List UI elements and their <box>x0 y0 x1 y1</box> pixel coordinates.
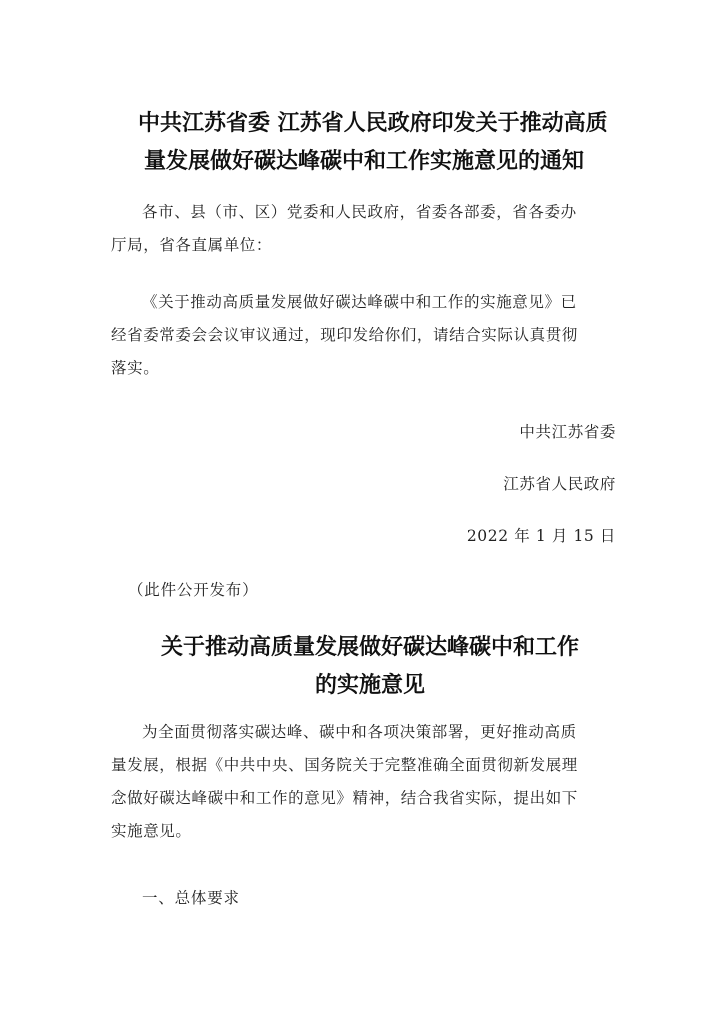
addressee-line-1: 各市、县（市、区）党委和人民政府，省委各部委，省各委办 <box>142 203 577 221</box>
signer-party-committee: 中共江苏省委 <box>519 423 616 441</box>
notice-body-line-3: 落实。 <box>111 359 160 377</box>
opinion-title <box>120 628 620 704</box>
opinion-title-line-1: 关于推动高质量发展做好碳达峰碳中和工作 <box>160 634 579 660</box>
publish-note: （此件公开发布） <box>128 581 259 599</box>
opinion-intro-line-2: 量发展，根据《中共中央、国务院关于完整准确全面贯彻新发展理 <box>111 756 578 774</box>
signer-government: 江苏省人民政府 <box>503 475 616 493</box>
opinion-intro-line-3: 念做好碳达峰碳中和工作的意见》精神，结合我省实际，提出如下 <box>111 789 578 807</box>
issue-date: 2022 年 1 月 15 日 <box>466 527 616 545</box>
notice-body-line-2: 经省委常委会会议审议通过，现印发给你们，请结合实际认真贯彻 <box>111 326 578 344</box>
notice-body-line-1: 《关于推动高质量发展做好碳达峰碳中和工作的实施意见》已 <box>142 293 577 311</box>
opinion-intro-line-4: 实施意见。 <box>111 822 192 840</box>
notice-title <box>110 104 625 180</box>
notice-title-line-1: 中共江苏省委 江苏省人民政府印发关于推动高质 <box>138 110 608 136</box>
notice-body-paragraph <box>111 286 611 385</box>
opinion-intro-line-1: 为全面贯彻落实碳达峰、碳中和各项决策部署，更好推动高质 <box>142 723 577 741</box>
addressee-line-2: 厅局，省各直属单位： <box>111 236 273 254</box>
addressee-paragraph <box>111 196 611 262</box>
notice-title-line-2: 量发展做好碳达峰碳中和工作实施意见的通知 <box>144 148 585 174</box>
opinion-intro-paragraph <box>111 716 611 848</box>
opinion-title-line-2: 的实施意见 <box>314 672 425 698</box>
section-1-heading: 一、总体要求 <box>142 889 240 907</box>
